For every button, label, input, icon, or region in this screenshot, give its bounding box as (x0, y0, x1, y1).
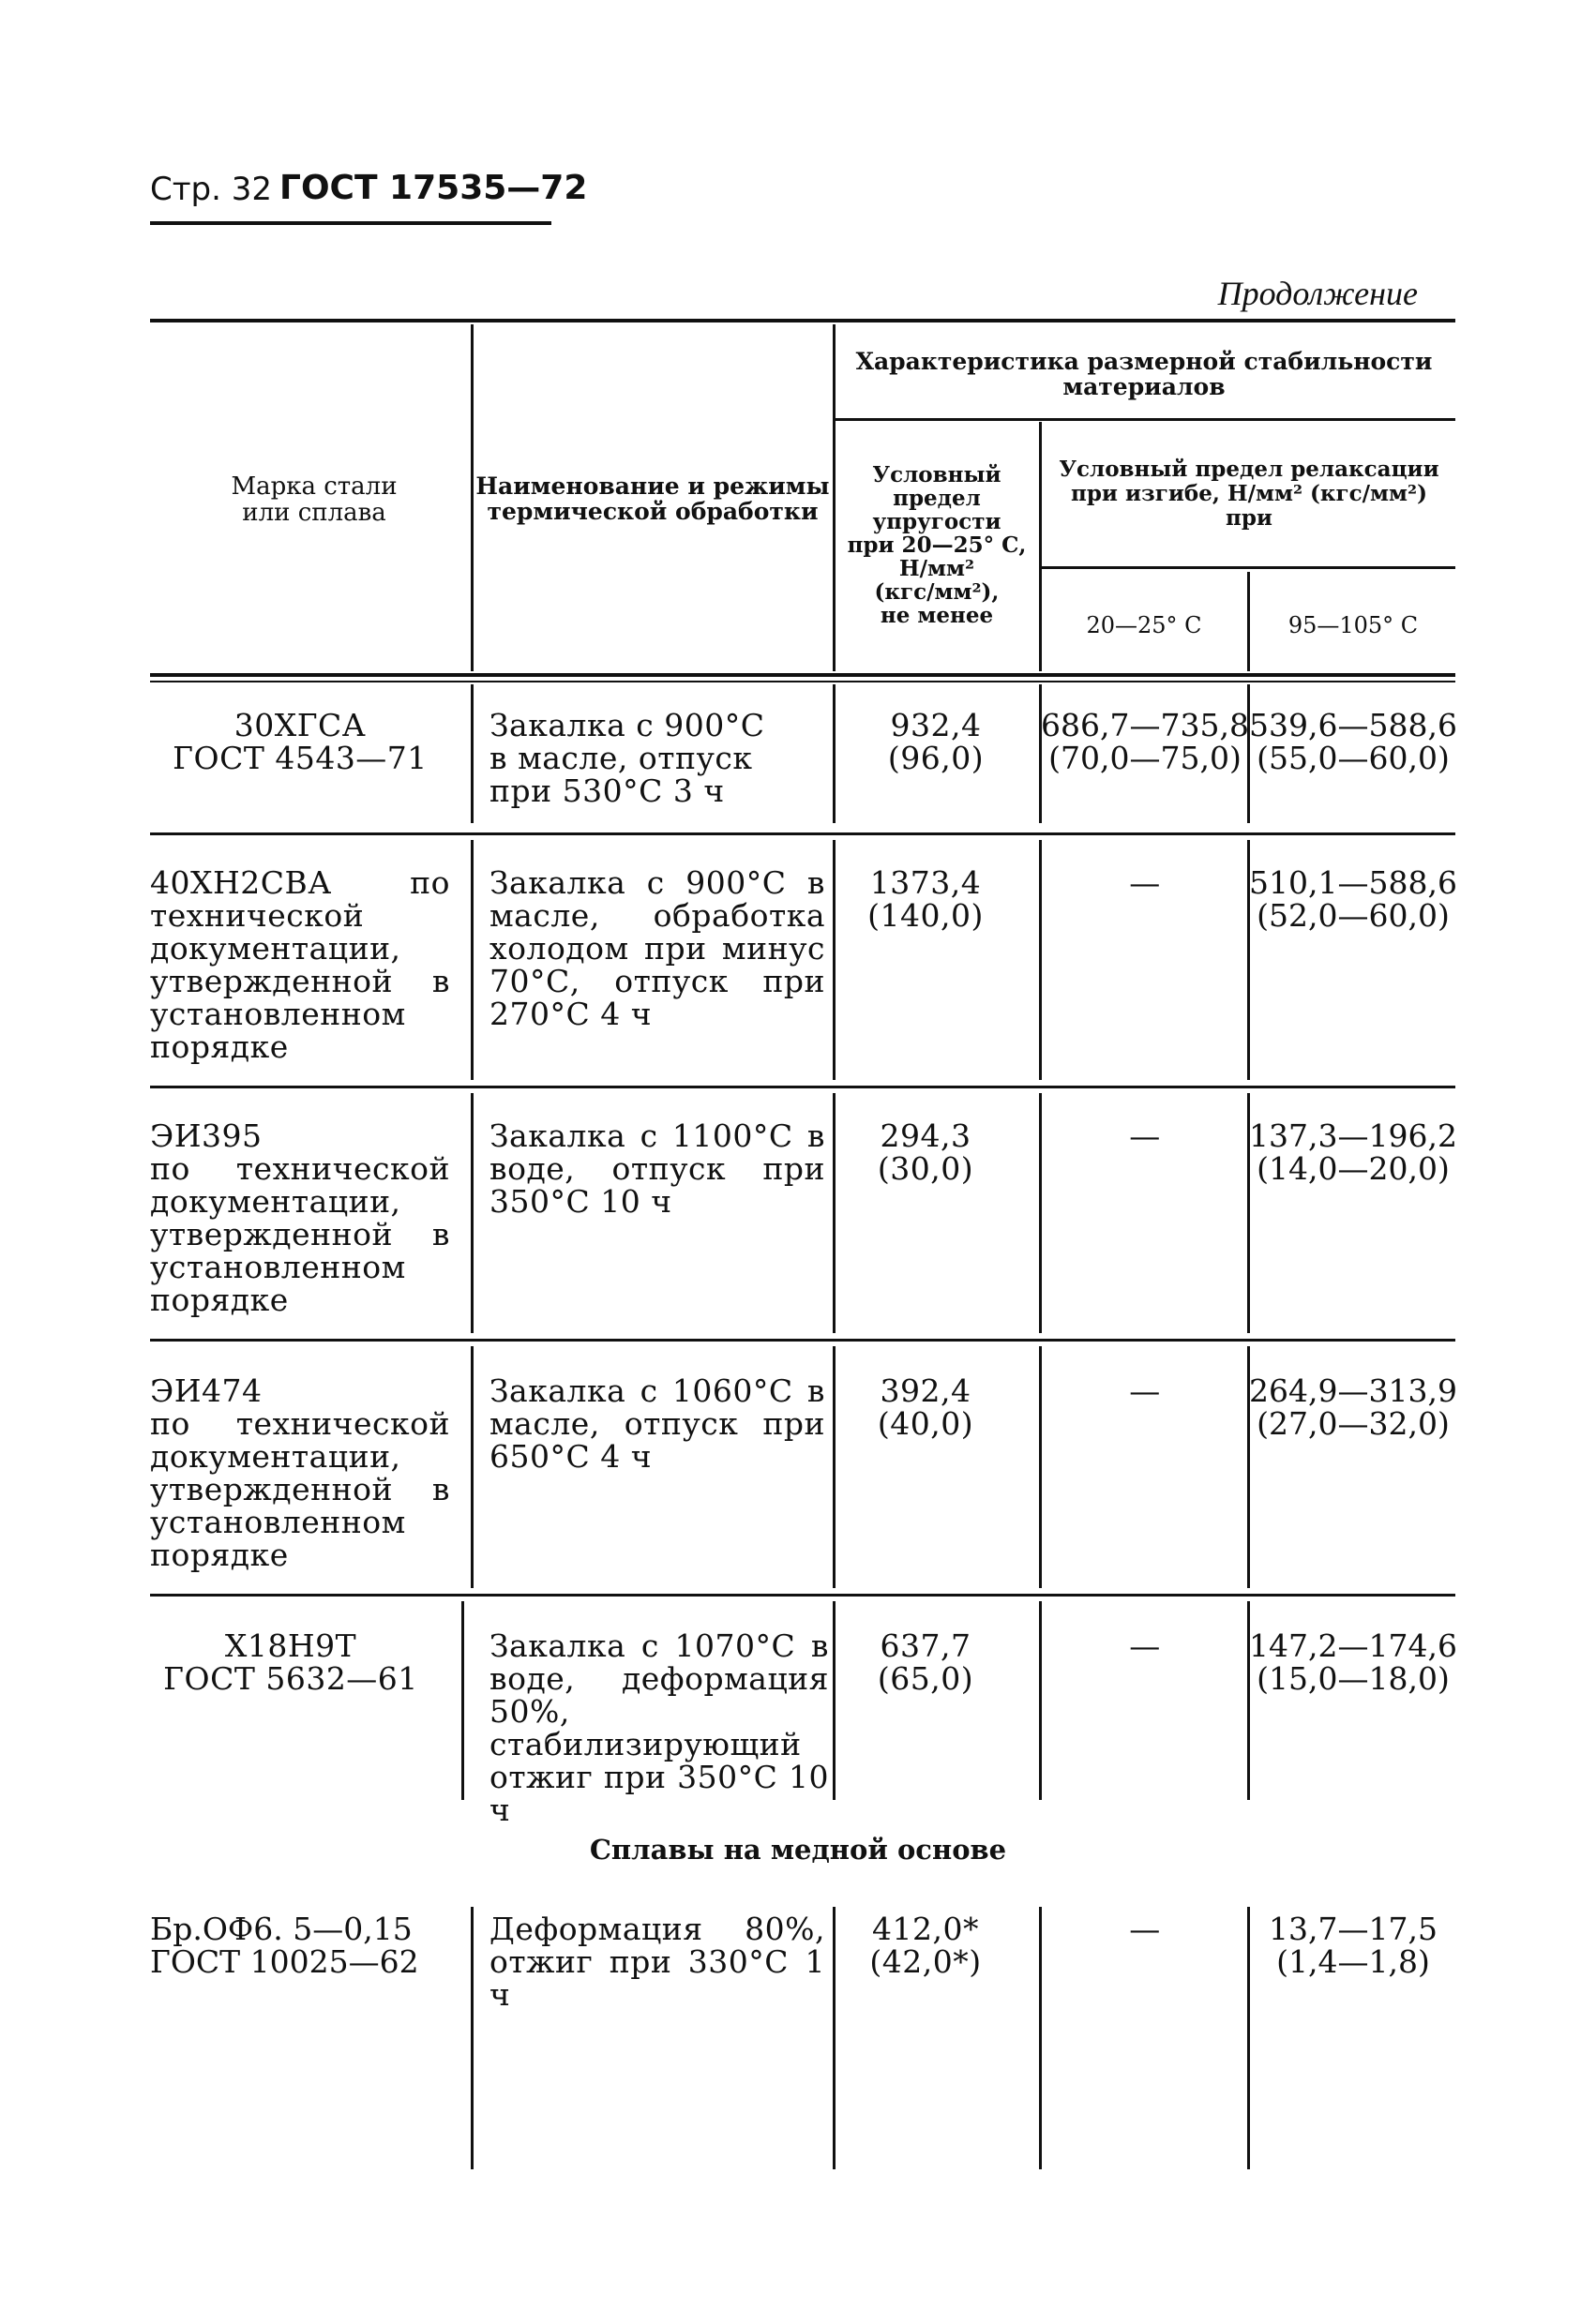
section-heading: Сплавы на медной основе (589, 1834, 1007, 1866)
row-separator (150, 1594, 1455, 1597)
row-divider (471, 684, 474, 823)
header-group-rule (835, 418, 1455, 421)
cell-relaxation-100: 13,7—17,5 (1,4—1,8) (1269, 1911, 1438, 1980)
column-header-elasticity: Условный предел упругости при 20—25° С, Н/мм² (кгс/мм²), не менее (847, 462, 1027, 628)
page-number: Стр. 32 (150, 171, 273, 208)
cell-grade: 30ХГСА ГОСТ 4543—71 (173, 707, 428, 776)
column-header-group: Характеристика размерной стабильности материалов (855, 348, 1433, 400)
column-header-relaxation: Условный предел релаксации при изгибе, Н/мм² (кгс/мм²) при (1059, 457, 1439, 531)
row-divider (471, 1346, 474, 1588)
continuation-label: Продолжение (1217, 275, 1418, 312)
column-header-temp-2: 95—105° С (1287, 612, 1419, 638)
cell-treatment: Деформация 80%, отжиг при 330°С 1 ч (489, 1911, 825, 2013)
cell-relaxation-20: — (1129, 1627, 1161, 1664)
row-divider (833, 1907, 836, 2169)
column-header-treatment: Наименование и режимы термической обработки (475, 472, 830, 525)
cell-relaxation-100: 510,1—588,6 (52,0—60,0) (1249, 864, 1457, 934)
cell-relaxation-20: — (1129, 1911, 1161, 1947)
cell-grade: Х18Н9Т ГОСТ 5632—61 (163, 1627, 418, 1697)
cell-elasticity: 932,4 (96,0) (887, 707, 985, 776)
cell-treatment: Закалка с 1060°С в масле, отпуск при 650°С 4 ч (489, 1372, 825, 1475)
row-separator (150, 1086, 1455, 1088)
cell-treatment: Закалка с 1070°С в воде, деформация 50%, стабилизирующий отжиг при 350°С 10 ч (489, 1627, 829, 1828)
cell-relaxation-20: — (1129, 864, 1161, 901)
row-divider (833, 1093, 836, 1333)
column-header-grade: Марка стали или сплава (231, 472, 398, 527)
row-divider (471, 840, 474, 1080)
row-separator (150, 1339, 1455, 1342)
row-divider (833, 684, 836, 823)
cell-grade: Бр.ОФ6. 5—0,15 ГОСТ 10025—62 (150, 1911, 419, 1980)
cell-elasticity: 637,7 (65,0) (877, 1627, 974, 1697)
row-divider (471, 1093, 474, 1333)
cell-relaxation-100: 539,6—588,6 (55,0—60,0) (1249, 707, 1457, 776)
cell-relaxation-20: — (1129, 1117, 1161, 1154)
header-divider-1 (471, 324, 474, 671)
header-bottom-border (150, 673, 1455, 677)
cell-grade: ЭИ395 по технической документации, утвержденной в установленном порядке (150, 1117, 450, 1318)
cell-relaxation-20: 686,7—735,8 (70,0—75,0) (1041, 707, 1249, 776)
row-divider (1039, 1907, 1042, 2169)
standard-code: ГОСТ 17535—72 (279, 169, 588, 207)
header-bottom-border-2 (150, 681, 1455, 682)
header-divider-4 (1247, 572, 1250, 671)
cell-relaxation-20: — (1129, 1372, 1161, 1409)
cell-treatment: Закалка с 900°С в масле, отпуск при 530°С 3 ч (489, 707, 765, 809)
cell-elasticity: 412,0* (42,0*) (869, 1911, 982, 1980)
cell-relaxation-100: 147,2—174,6 (15,0—18,0) (1249, 1627, 1457, 1697)
cell-treatment: Закалка с 1100°С в воде, отпуск при 350°С 10 ч (489, 1117, 825, 1220)
cell-elasticity: 392,4 (40,0) (877, 1372, 974, 1442)
cell-grade: 40ХН2СВА по технической документации, утвержденной в установленном порядке (150, 864, 450, 1065)
row-divider (833, 1601, 836, 1800)
cell-elasticity: 294,3 (30,0) (877, 1117, 974, 1187)
row-separator (150, 832, 1455, 835)
header-divider-2 (833, 324, 836, 671)
header-divider-3 (1039, 422, 1042, 671)
cell-treatment: Закалка с 900°С в масле, обработка холодом при минус 70°С, отпуск при 270°С 4 ч (489, 864, 825, 1032)
cell-relaxation-100: 137,3—196,2 (14,0—20,0) (1249, 1117, 1457, 1187)
header-rule (150, 221, 551, 225)
cell-relaxation-100: 264,9—313,9 (27,0—32,0) (1249, 1372, 1457, 1442)
cell-elasticity: 1373,4 (140,0) (867, 864, 984, 934)
header-relax-rule (1039, 566, 1455, 569)
row-divider (833, 840, 836, 1080)
row-divider (833, 1346, 836, 1588)
cell-grade: ЭИ474 по технической документации, утвержденной в установленном порядке (150, 1372, 450, 1573)
row-divider (461, 1601, 464, 1800)
column-header-temp-1: 20—25° С (1086, 612, 1202, 638)
row-divider (471, 1907, 474, 2169)
table-top-border (150, 319, 1455, 322)
